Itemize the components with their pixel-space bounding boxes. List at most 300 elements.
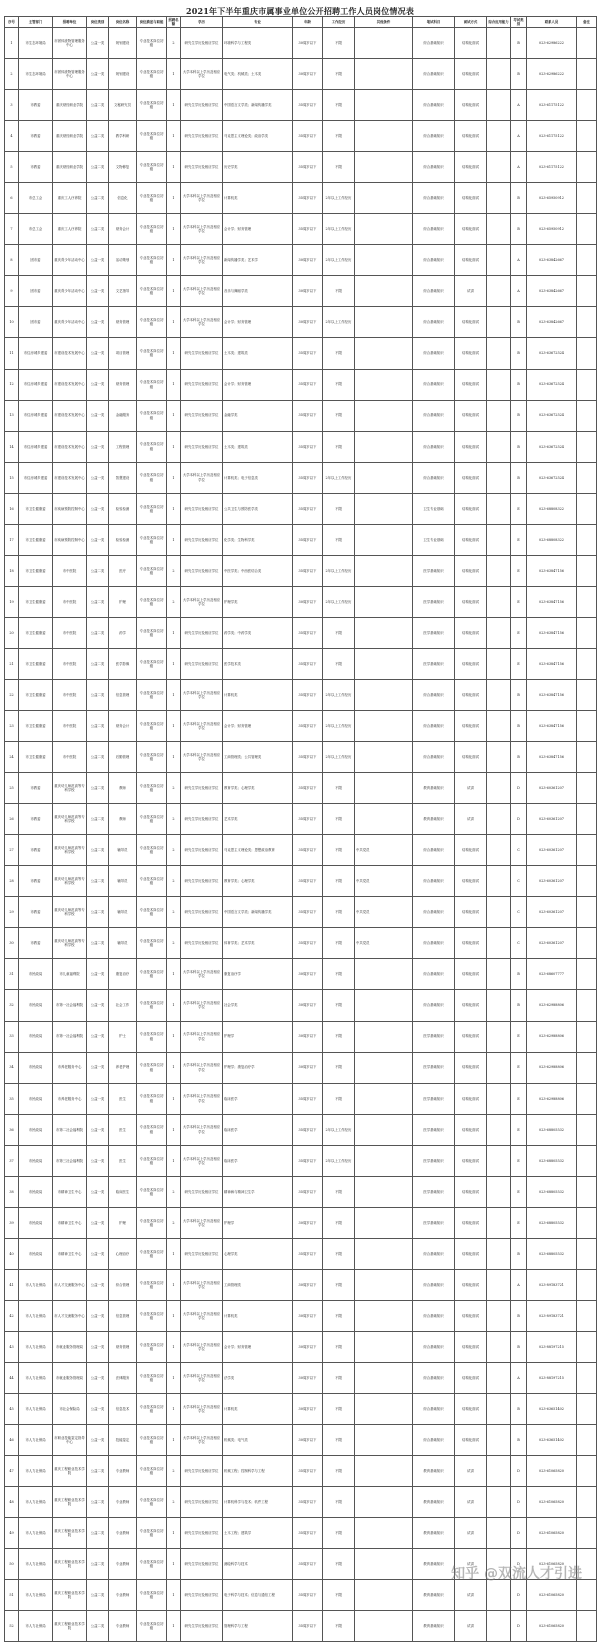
cell-other — [355, 804, 413, 835]
cell-iv: 结构化面试 — [455, 679, 487, 710]
cell-unit: 市建设技术发展中心 — [53, 462, 87, 493]
cell-cat: B — [511, 1425, 527, 1456]
cell-exam_skill — [487, 555, 511, 586]
table-row — [5, 1300, 597, 1331]
cell-cat: A — [511, 152, 527, 183]
cell-exam: 综合基础知识 — [413, 183, 455, 214]
cell-exp: 不限 — [323, 773, 355, 804]
cell-iv: 结构化面试 — [455, 1300, 487, 1331]
cell-edu: 研究生学历及相应学位 — [181, 1518, 223, 1549]
cell-major: 心理学类 — [223, 1238, 293, 1269]
cell-iv: 结构化面试 — [455, 586, 487, 617]
cell-dept: 市卫生健康委 — [19, 679, 53, 710]
cell-no: 4 — [5, 121, 19, 152]
cell-no: 52 — [5, 1611, 19, 1642]
cell-no: 5 — [5, 152, 19, 183]
cell-age: 30周岁以下 — [293, 1021, 323, 1052]
cell-edu: 研究生学历及相应学位 — [181, 617, 223, 648]
cell-num: 1 — [167, 1021, 181, 1052]
cell-major: 医学技术类 — [223, 648, 293, 679]
cell-exp: 不限 — [323, 1331, 355, 1362]
cell-post: 临床医生 — [109, 1176, 137, 1207]
cell-other — [355, 1611, 413, 1642]
cell-no: 40 — [5, 1238, 19, 1269]
cell-exam_skill — [487, 90, 511, 121]
cell-iv: 结构化面试 — [455, 1176, 487, 1207]
cell-dept: 市教委 — [19, 928, 53, 959]
cell-exam_skill — [487, 617, 511, 648]
cell-num: 2 — [167, 28, 181, 59]
cell-contact: 023-63847156 — [527, 679, 577, 710]
cell-age: 35周岁以下 — [293, 1176, 323, 1207]
header-cell: 面试方式 — [455, 17, 487, 28]
cell-note — [577, 959, 597, 990]
table-row — [5, 59, 597, 90]
cell-age: 35周岁以下 — [293, 493, 323, 524]
cell-note — [577, 1518, 597, 1549]
cell-desc: 专业技术岗位初级 — [137, 462, 167, 493]
cell-age: 30周岁以下 — [293, 1425, 323, 1456]
table-row — [5, 928, 597, 959]
cell-iv: 结构化面试 — [455, 400, 487, 431]
cell-major: 化学类；生物科学类 — [223, 524, 293, 555]
cell-post: 社会工作 — [109, 990, 137, 1021]
cell-other — [355, 431, 413, 462]
cell-age: 35周岁以下 — [293, 555, 323, 586]
cell-no: 51 — [5, 1580, 19, 1611]
cell-exam_skill — [487, 1580, 511, 1611]
cell-contact: 023-60361207 — [527, 835, 577, 866]
cell-cat: D — [511, 1580, 527, 1611]
cell-cat: B — [511, 711, 527, 742]
cell-no: 23 — [5, 711, 19, 742]
cell-type: 公益一类 — [87, 28, 109, 59]
cell-exp: 不限 — [323, 804, 355, 835]
table-row — [5, 1083, 597, 1114]
cell-iv: 结构化面试 — [455, 617, 487, 648]
cell-exp: 不限 — [323, 1052, 355, 1083]
cell-iv: 试讲 — [455, 1456, 487, 1487]
cell-other: 中共党员 — [355, 866, 413, 897]
cell-post: 财务管理 — [109, 307, 137, 338]
cell-desc: 专业技术岗位初级 — [137, 1300, 167, 1331]
cell-desc: 专业技术岗位初级 — [137, 214, 167, 245]
cell-major: 中国语言文学类；新闻传播学类 — [223, 90, 293, 121]
cell-cat: B — [511, 307, 527, 338]
cell-no: 48 — [5, 1487, 19, 1518]
cell-note — [577, 1145, 597, 1176]
cell-age: 35周岁以下 — [293, 866, 323, 897]
cell-post: 金融服务 — [109, 400, 137, 431]
cell-exam: 教育基础知识 — [413, 804, 455, 835]
cell-other — [355, 462, 413, 493]
cell-type: 公益二类 — [87, 1580, 109, 1611]
cell-no: 6 — [5, 183, 19, 214]
cell-iv: 试讲 — [455, 1549, 487, 1580]
cell-exam: 综合基础知识 — [413, 1394, 455, 1425]
cell-exam_skill — [487, 1425, 511, 1456]
cell-note — [577, 1580, 597, 1611]
cell-note — [577, 183, 597, 214]
cell-desc: 专业技术岗位初级 — [137, 152, 167, 183]
cell-dept: 市卫生健康委 — [19, 493, 53, 524]
table-row — [5, 1456, 597, 1487]
cell-exp: 不限 — [323, 1269, 355, 1300]
cell-dept: 市人力社保局 — [19, 1363, 53, 1394]
cell-post: 活动策划 — [109, 245, 137, 276]
cell-no: 24 — [5, 742, 19, 773]
cell-age: 30周岁以下 — [293, 990, 323, 1021]
cell-exam_skill — [487, 1363, 511, 1394]
cell-major: 康复治疗学 — [223, 959, 293, 990]
cell-unit: 市建设技术发展中心 — [53, 431, 87, 462]
cell-type: 公益二类 — [87, 897, 109, 928]
cell-note — [577, 493, 597, 524]
cell-exp: 不限 — [323, 59, 355, 90]
cell-cat: B — [511, 28, 527, 59]
header-cell: 联系人员 — [527, 17, 577, 28]
cell-desc: 专业技术岗位初级 — [137, 928, 167, 959]
cell-no: 10 — [5, 307, 19, 338]
cell-num: 2 — [167, 928, 181, 959]
cell-iv: 结构化面试 — [455, 183, 487, 214]
cell-exam: 综合基础知识 — [413, 245, 455, 276]
cell-unit: 重庆青少年活动中心 — [53, 245, 87, 276]
cell-exp: 不限 — [323, 152, 355, 183]
cell-note — [577, 1300, 597, 1331]
cell-edu: 大学本科以上学历及相应学位 — [181, 1269, 223, 1300]
cell-dept: 市人力社保局 — [19, 1300, 53, 1331]
table-row — [5, 245, 597, 276]
cell-age: 35周岁以下 — [293, 679, 323, 710]
cell-type: 公益二类 — [87, 711, 109, 742]
cell-major: 临床医学 — [223, 1114, 293, 1145]
table-row — [5, 214, 597, 245]
cell-note — [577, 90, 597, 121]
cell-post: 专业教师 — [109, 1549, 137, 1580]
cell-type: 公益一类 — [87, 307, 109, 338]
cell-age: 35周岁以下 — [293, 462, 323, 493]
cell-major: 工商管理类；公共管理类 — [223, 742, 293, 773]
cell-note — [577, 1021, 597, 1052]
cell-major: 药学类；中药学类 — [223, 617, 293, 648]
cell-exp: 不限 — [323, 1021, 355, 1052]
cell-exp: 2年以上工作经历 — [323, 214, 355, 245]
cell-major: 教育学类；心理学类 — [223, 866, 293, 897]
table-row — [5, 338, 597, 369]
cell-major: 金融学类 — [223, 400, 293, 431]
cell-no: 19 — [5, 586, 19, 617]
cell-desc: 专业技术岗位初级 — [137, 804, 167, 835]
cell-exam_skill — [487, 400, 511, 431]
cell-desc: 专业技术岗位初级 — [137, 59, 167, 90]
cell-exam_skill — [487, 338, 511, 369]
cell-other — [355, 1363, 413, 1394]
cell-dept: 市卫生健康委 — [19, 555, 53, 586]
cell-exam: 综合基础知识 — [413, 1269, 455, 1300]
cell-cat: A — [511, 1269, 527, 1300]
cell-edu: 大学本科以上学历及相应学位 — [181, 742, 223, 773]
cell-age: 30周岁以下 — [293, 1052, 323, 1083]
header-cell: 工作经历 — [323, 17, 355, 28]
cell-edu: 大学本科以上学历及相应学位 — [181, 711, 223, 742]
cell-note — [577, 431, 597, 462]
cell-exam_skill — [487, 586, 511, 617]
cell-note — [577, 928, 597, 959]
cell-iv: 结构化面试 — [455, 742, 487, 773]
cell-exam: 综合基础知识 — [413, 866, 455, 897]
cell-major: 计算机类 — [223, 679, 293, 710]
cell-unit: 市中医院 — [53, 742, 87, 773]
cell-note — [577, 742, 597, 773]
table-row — [5, 431, 597, 462]
cell-no: 33 — [5, 1021, 19, 1052]
cell-unit: 市精神卫生中心 — [53, 1207, 87, 1238]
cell-type: 公益一类 — [87, 1052, 109, 1083]
cell-dept: 市人力社保局 — [19, 1394, 53, 1425]
cell-num: 1 — [167, 1083, 181, 1114]
cell-exam: 综合基础知识 — [413, 152, 455, 183]
cell-edu: 研究生学历及相应学位 — [181, 897, 223, 928]
table-row — [5, 1363, 597, 1394]
cell-exam: 综合基础知识 — [413, 1331, 455, 1362]
cell-exp: 不限 — [323, 524, 355, 555]
cell-iv: 结构化面试 — [455, 90, 487, 121]
cell-num: 1 — [167, 1114, 181, 1145]
cell-num: 1 — [167, 1052, 181, 1083]
cell-desc: 专业技术岗位初级 — [137, 431, 167, 462]
cell-no: 41 — [5, 1269, 19, 1300]
cell-exam_skill — [487, 493, 511, 524]
cell-major: 会计学；财务管理 — [223, 711, 293, 742]
cell-post: 教师 — [109, 804, 137, 835]
cell-age: 35周岁以下 — [293, 214, 323, 245]
cell-dept: 市教委 — [19, 773, 53, 804]
cell-no: 22 — [5, 679, 19, 710]
table-row — [5, 90, 597, 121]
table-row — [5, 1394, 597, 1425]
cell-unit: 市第一社会福利院 — [53, 1021, 87, 1052]
cell-post: 养老护理 — [109, 1052, 137, 1083]
cell-age: 30周岁以下 — [293, 307, 323, 338]
cell-no: 45 — [5, 1394, 19, 1425]
cell-post: 智慧建设 — [109, 462, 137, 493]
cell-desc: 专业技术岗位初级 — [137, 866, 167, 897]
cell-num: 1 — [167, 617, 181, 648]
cell-unit: 重庆青少年活动中心 — [53, 276, 87, 307]
cell-major: 电气类；机械类；土木类 — [223, 59, 293, 90]
cell-other — [355, 679, 413, 710]
cell-exam_skill — [487, 59, 511, 90]
cell-num: 1 — [167, 1611, 181, 1642]
cell-iv: 结构化面试 — [455, 1207, 487, 1238]
cell-contact: 023-61065820 — [527, 1518, 577, 1549]
cell-edu: 大学本科以上学历及相应学位 — [181, 276, 223, 307]
cell-other — [355, 1083, 413, 1114]
cell-type: 公益一类 — [87, 1114, 109, 1145]
cell-contact: 023-61065820 — [527, 1549, 577, 1580]
cell-contact: 023-62986222 — [527, 28, 577, 59]
cell-desc: 专业技术岗位初级 — [137, 245, 167, 276]
cell-other — [355, 1207, 413, 1238]
cell-iv: 结构化面试 — [455, 1145, 487, 1176]
cell-other — [355, 1580, 413, 1611]
cell-dept: 市民政局 — [19, 1083, 53, 1114]
cell-note — [577, 524, 597, 555]
cell-cat: B — [511, 1331, 527, 1362]
cell-contact: 023-62988806 — [527, 1021, 577, 1052]
cell-major: 护理学；康复治疗学 — [223, 1052, 293, 1083]
cell-unit: 市第二社会福利院 — [53, 1114, 87, 1145]
cell-num: 2 — [167, 804, 181, 835]
cell-post: 财务会计 — [109, 214, 137, 245]
cell-contact: 023-63847156 — [527, 711, 577, 742]
cell-other: 中共党员 — [355, 897, 413, 928]
cell-unit: 市疾病预防控制中心 — [53, 524, 87, 555]
cell-dept: 市教委 — [19, 152, 53, 183]
cell-no: 2 — [5, 59, 19, 90]
cell-other — [355, 152, 413, 183]
cell-unit: 市固体废物管理服务中心 — [53, 59, 87, 90]
cell-exam: 综合基础知识 — [413, 59, 455, 90]
cell-contact: 023-63672524 — [527, 400, 577, 431]
cell-desc: 专业技术岗位初级 — [137, 835, 167, 866]
cell-num: 1 — [167, 431, 181, 462]
cell-iv: 结构化面试 — [455, 648, 487, 679]
cell-other — [355, 1052, 413, 1083]
cell-other — [355, 121, 413, 152]
cell-num: 1 — [167, 1425, 181, 1456]
cell-iv: 结构化面试 — [455, 1114, 487, 1145]
table-row — [5, 679, 597, 710]
cell-desc: 专业技术岗位初级 — [137, 493, 167, 524]
cell-post: 后勤管理 — [109, 742, 137, 773]
cell-note — [577, 1269, 597, 1300]
cell-num: 1 — [167, 1269, 181, 1300]
cell-cat: E — [511, 1021, 527, 1052]
cell-contact: 023-68805532 — [527, 1145, 577, 1176]
header-cell: 考试类别 — [511, 17, 527, 28]
cell-exam: 医学基础知识 — [413, 1052, 455, 1083]
cell-edu: 研究生学历及相应学位 — [181, 338, 223, 369]
cell-dept: 团市委 — [19, 245, 53, 276]
cell-type: 公益一类 — [87, 1331, 109, 1362]
cell-iv: 结构化面试 — [455, 59, 487, 90]
cell-major: 计算机科学与技术；软件工程 — [223, 1487, 293, 1518]
cell-major: 音乐与舞蹈学类 — [223, 276, 293, 307]
cell-exam_skill — [487, 1176, 511, 1207]
cell-edu: 研究生学历及相应学位 — [181, 1176, 223, 1207]
cell-contact: 023-61065820 — [527, 1611, 577, 1642]
cell-no: 39 — [5, 1207, 19, 1238]
cell-exam_skill — [487, 835, 511, 866]
table-body — [5, 28, 597, 1642]
cell-note — [577, 1052, 597, 1083]
table-row — [5, 121, 597, 152]
cell-type: 公益二类 — [87, 1549, 109, 1580]
cell-iv: 结构化面试 — [455, 28, 487, 59]
cell-desc: 专业技术岗位初级 — [137, 1425, 167, 1456]
cell-iv: 结构化面试 — [455, 1021, 487, 1052]
cell-no: 18 — [5, 555, 19, 586]
cell-num: 2 — [167, 1456, 181, 1487]
cell-contact: 023-89183721 — [527, 1269, 577, 1300]
cell-cat: B — [511, 990, 527, 1021]
cell-dept: 市教委 — [19, 90, 53, 121]
cell-major: 计算机类 — [223, 183, 293, 214]
cell-cat: D — [511, 804, 527, 835]
cell-exam_skill — [487, 524, 511, 555]
cell-exam: 医学基础知识 — [413, 1083, 455, 1114]
table-row — [5, 493, 597, 524]
cell-edu: 研究生学历及相应学位 — [181, 555, 223, 586]
cell-cat: D — [511, 773, 527, 804]
cell-iv: 结构化面试 — [455, 493, 487, 524]
cell-exp: 不限 — [323, 28, 355, 59]
cell-age: 35周岁以下 — [293, 431, 323, 462]
cell-type: 公益二类 — [87, 1611, 109, 1642]
cell-iv: 试讲 — [455, 1487, 487, 1518]
cell-cat: A — [511, 90, 527, 121]
cell-major: 护理学 — [223, 1021, 293, 1052]
cell-unit: 市儿童福利院 — [53, 959, 87, 990]
cell-contact: 023-63842667 — [527, 307, 577, 338]
cell-exam_skill — [487, 152, 511, 183]
cell-exam_skill — [487, 804, 511, 835]
cell-post: 项目管理 — [109, 338, 137, 369]
cell-other — [355, 1518, 413, 1549]
cell-unit: 重庆幼儿师范高等专科学校 — [53, 835, 87, 866]
cell-age: 30周岁以下 — [293, 959, 323, 990]
cell-desc: 专业技术岗位初级 — [137, 1176, 167, 1207]
cell-other — [355, 773, 413, 804]
cell-contact: 023-63651402 — [527, 1394, 577, 1425]
cell-note — [577, 152, 597, 183]
cell-dept: 市民政局 — [19, 959, 53, 990]
cell-post: 规划建设 — [109, 28, 137, 59]
cell-cat: B — [511, 679, 527, 710]
cell-age: 30周岁以下 — [293, 1207, 323, 1238]
cell-exam: 综合基础知识 — [413, 369, 455, 400]
cell-exam_skill — [487, 307, 511, 338]
cell-contact: 023-60361207 — [527, 928, 577, 959]
cell-iv: 结构化面试 — [455, 1238, 487, 1269]
table-header-row — [5, 17, 597, 28]
cell-contact: 023-63847156 — [527, 648, 577, 679]
cell-desc: 专业技术岗位初级 — [137, 1114, 167, 1145]
cell-unit: 市养老服务中心 — [53, 1052, 87, 1083]
cell-unit: 市第一社会福利院 — [53, 990, 87, 1021]
header-cell: 招聘名额 — [168, 17, 179, 26]
cell-major: 马克思主义理论类；政治学类 — [223, 121, 293, 152]
cell-desc: 专业技术岗位初级 — [137, 1145, 167, 1176]
cell-no: 49 — [5, 1518, 19, 1549]
cell-exam: 综合基础知识 — [413, 742, 455, 773]
table-row — [5, 1487, 597, 1518]
cell-post: 规划建设 — [109, 59, 137, 90]
cell-edu: 大学本科以上学历及相应学位 — [181, 1145, 223, 1176]
cell-cat: E — [511, 524, 527, 555]
cell-num: 1 — [167, 959, 181, 990]
cell-cat: D — [511, 1456, 527, 1487]
cell-no: 50 — [5, 1549, 19, 1580]
cell-dept: 市人力社保局 — [19, 1611, 53, 1642]
cell-type: 公益二类 — [87, 1456, 109, 1487]
table-row — [5, 369, 597, 400]
cell-dept: 市人力社保局 — [19, 1425, 53, 1456]
cell-cat: B — [511, 742, 527, 773]
cell-desc: 专业技术岗位初级 — [137, 28, 167, 59]
